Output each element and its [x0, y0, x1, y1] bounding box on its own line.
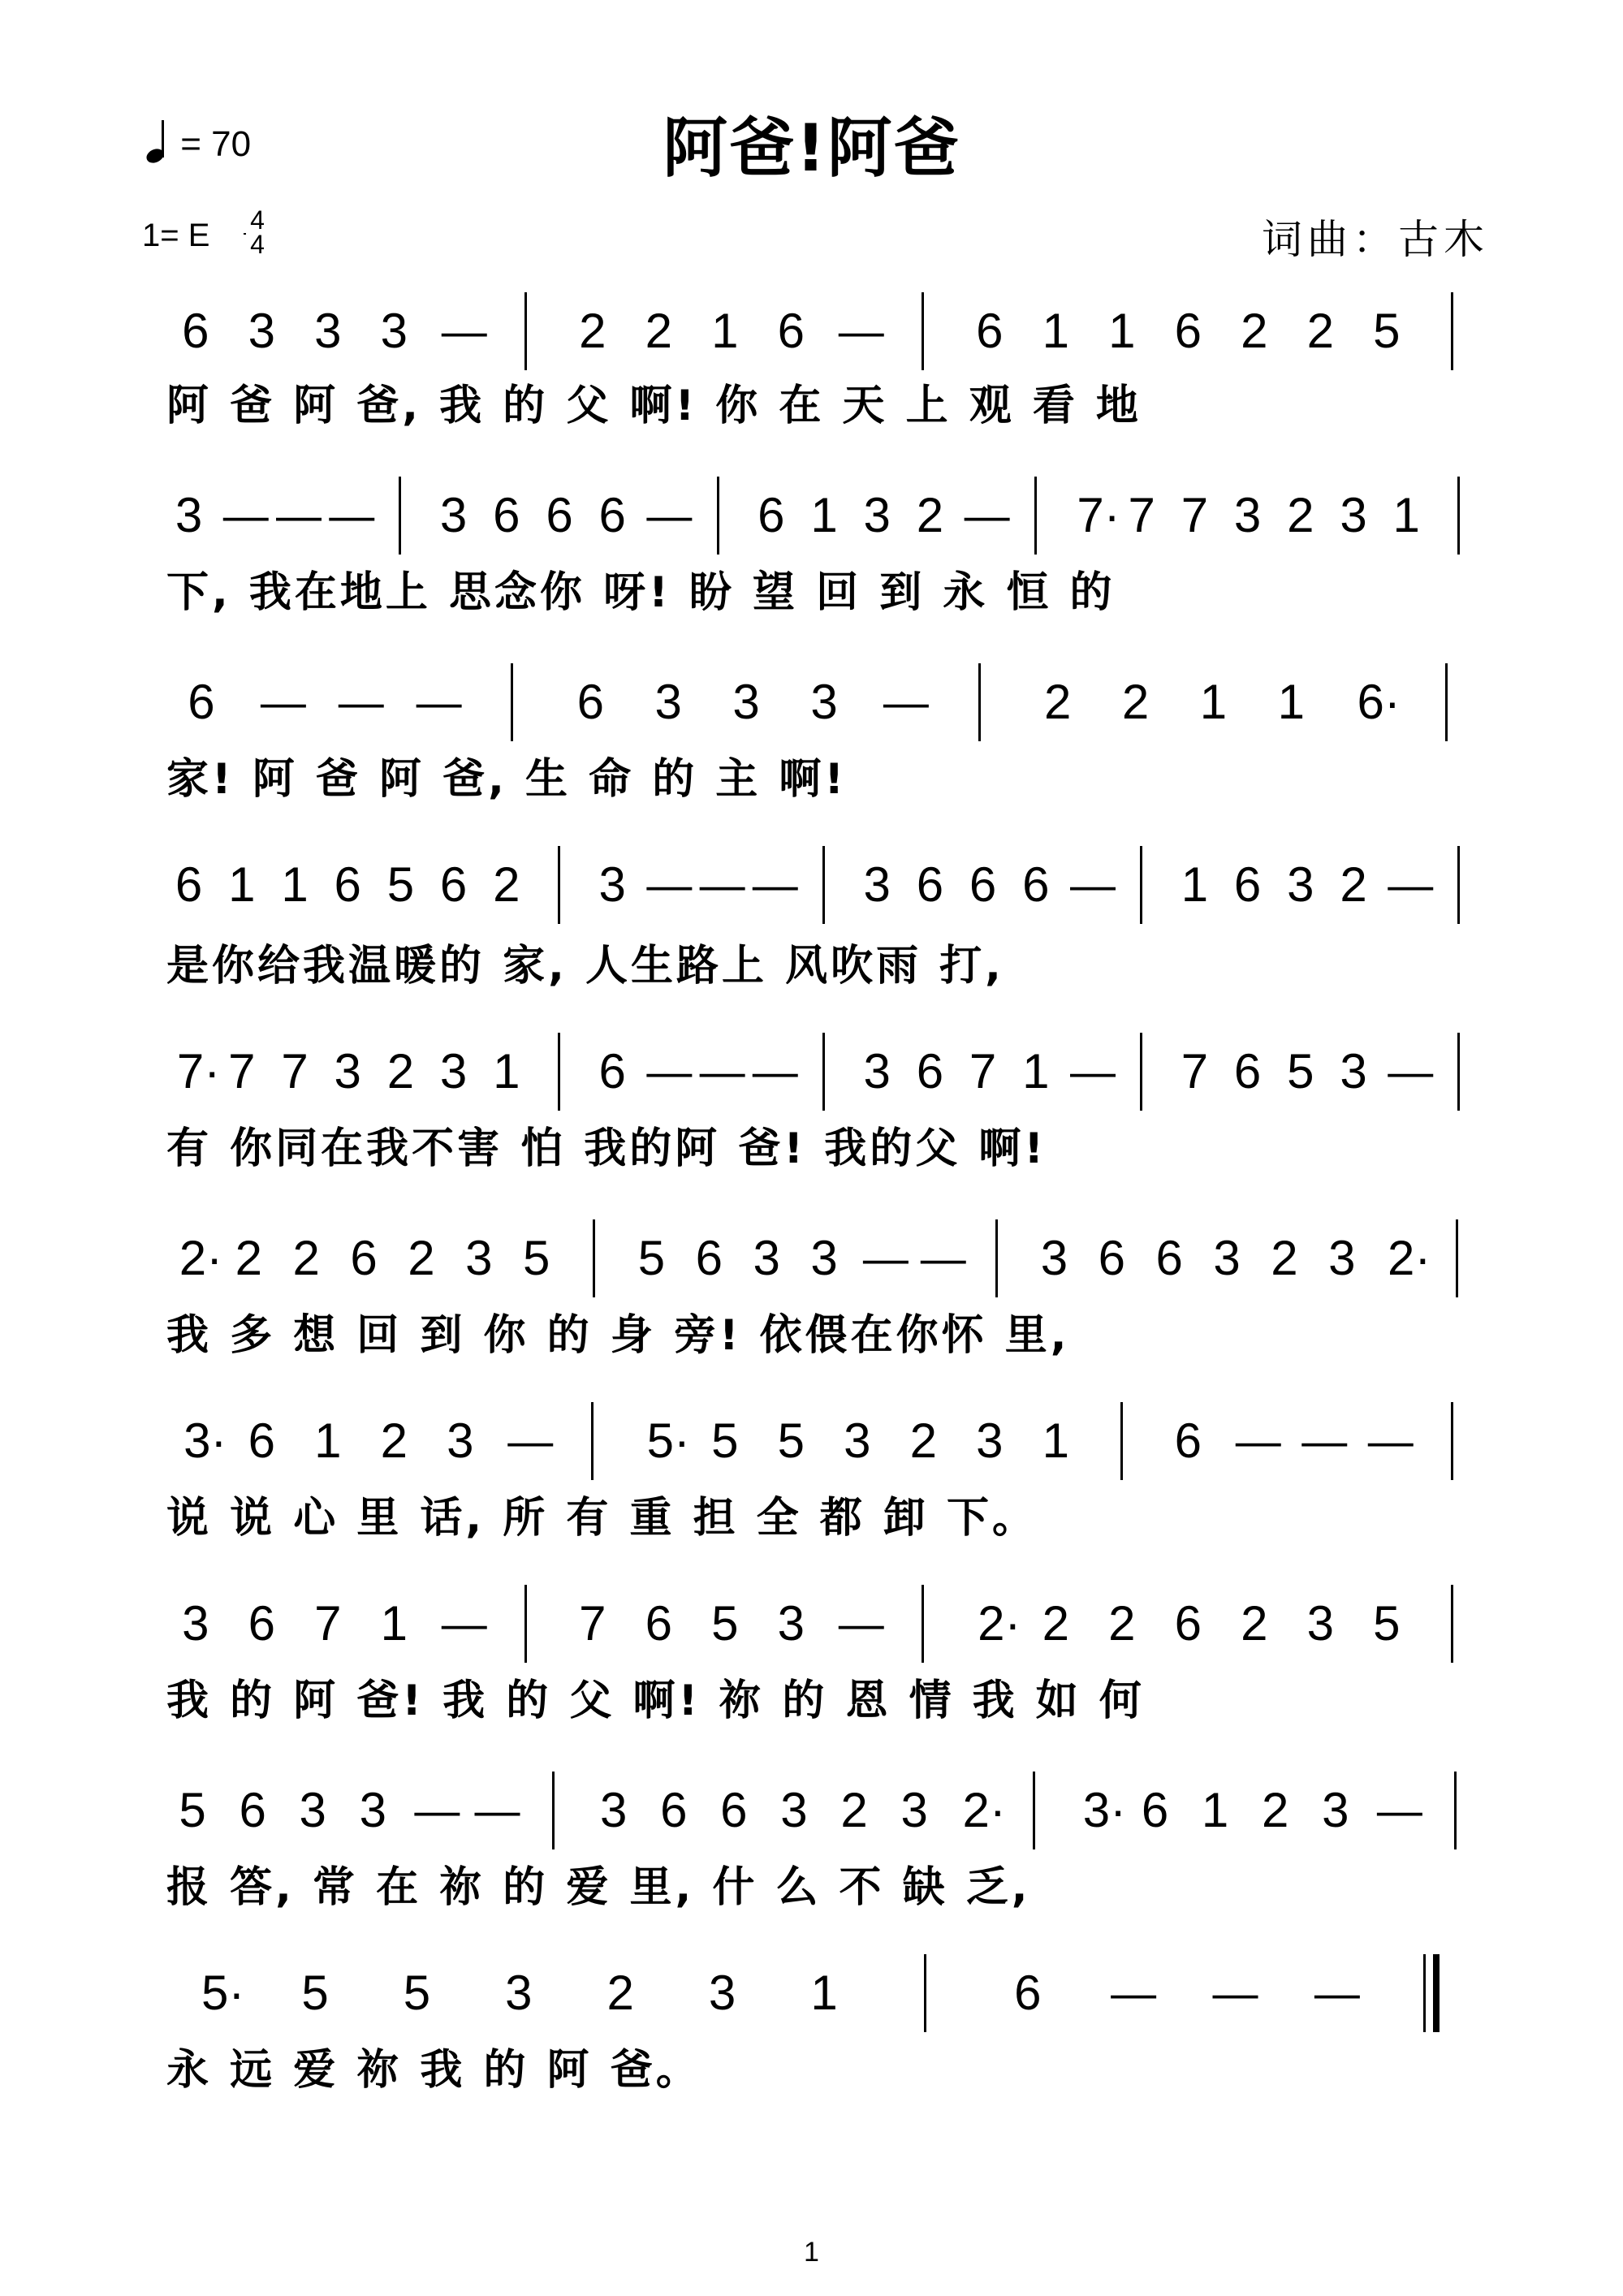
note: 1: [810, 488, 838, 542]
note: 3: [314, 304, 342, 358]
hold-dash: —: [338, 676, 384, 727]
hold-dash: —: [920, 1232, 966, 1284]
note: 6: [493, 488, 520, 542]
hold-dash: —: [646, 1046, 693, 1097]
note: 3: [780, 1783, 808, 1837]
hold-dash: —: [1367, 1415, 1414, 1466]
note: 6: [1233, 1044, 1262, 1098]
note: 1: [810, 1966, 838, 2020]
note: 2·: [179, 1231, 223, 1285]
note: 6: [1141, 1783, 1169, 1837]
note: 2: [235, 1231, 262, 1285]
note: 7: [228, 1044, 256, 1098]
note: 3: [1213, 1231, 1241, 1285]
note: 3: [654, 675, 682, 729]
lyric-line: 下, 我在地上 思念你 呀! 盼 望 回 到 永 恒 的: [166, 568, 1116, 617]
note: 3: [863, 857, 891, 912]
hold-dash: —: [1111, 1967, 1157, 2018]
note: 3: [863, 488, 891, 542]
hold-dash: —: [1070, 859, 1116, 910]
barline: [593, 1219, 595, 1297]
hold-dash: —: [276, 490, 322, 541]
note: 3: [505, 1966, 533, 2020]
hold-dash: —: [1388, 1046, 1434, 1097]
note: 6: [758, 488, 785, 542]
final-barline: [1433, 1954, 1440, 2032]
barline: [1140, 1033, 1142, 1111]
hold-dash: —: [646, 859, 693, 910]
note: 6: [1174, 304, 1202, 358]
note: 3: [708, 1966, 736, 2020]
time-sig-top: 4: [250, 205, 265, 235]
note: 3: [598, 857, 626, 912]
hold-dash: —: [416, 676, 462, 727]
note: 6: [239, 1783, 266, 1837]
note: 3·: [1082, 1783, 1127, 1837]
note: 3: [1233, 488, 1262, 542]
barline: [924, 1954, 926, 2032]
quarter-note-icon: [146, 114, 171, 162]
note: 6: [1014, 1966, 1042, 2020]
note: 6: [439, 857, 468, 912]
note: 1: [1042, 304, 1069, 358]
note: 7·: [1077, 488, 1120, 542]
note: 2: [1261, 1783, 1289, 1837]
note: 3: [465, 1231, 493, 1285]
note: 6: [546, 488, 573, 542]
note: 3: [299, 1783, 326, 1837]
note: 6: [598, 1044, 626, 1098]
note: 6: [1022, 857, 1050, 912]
hold-dash: —: [474, 1785, 520, 1836]
note: 6: [1098, 1231, 1126, 1285]
note: 6: [1174, 1413, 1202, 1468]
lyric-line: 有 你同在我不害 怕 我的阿 爸! 我的父 啊!: [166, 1124, 1047, 1173]
note: 3: [175, 488, 203, 542]
note: 2: [292, 1231, 320, 1285]
note: 2: [493, 857, 520, 912]
note: 5: [711, 1596, 739, 1651]
note: 7: [969, 1044, 997, 1098]
note: 2: [645, 304, 672, 358]
time-signature: [244, 205, 271, 259]
note: 6: [248, 1596, 275, 1651]
note: 2: [1241, 304, 1268, 358]
hold-dash: —: [646, 490, 693, 541]
barline: [922, 1585, 924, 1663]
hold-dash: —: [883, 676, 929, 727]
key-signature: 1= E: [142, 218, 210, 253]
note: 5: [711, 1413, 739, 1468]
tempo-value: = 70: [180, 124, 252, 164]
lyric-line: 是你给我温暖的 家, 人生路上 风吹雨 打,: [166, 942, 1004, 990]
note: 1: [1022, 1044, 1050, 1098]
note: 3: [1340, 488, 1367, 542]
note: 6: [645, 1596, 672, 1651]
barline: [399, 477, 401, 555]
hold-dash: —: [1212, 1967, 1258, 2018]
note: 5: [403, 1966, 431, 2020]
note: 3: [732, 675, 760, 729]
note: 1: [1392, 488, 1420, 542]
barline: [1457, 1033, 1460, 1111]
hold-dash: —: [1235, 1415, 1281, 1466]
time-sig-bottom: 4: [250, 230, 265, 259]
barline: [1034, 477, 1037, 555]
note: 2: [1043, 675, 1072, 729]
note: 3: [359, 1783, 386, 1837]
note: 2: [1042, 1596, 1069, 1651]
note: 3: [599, 1783, 628, 1837]
note: 6: [695, 1231, 723, 1285]
barline: [524, 292, 527, 370]
note: 3: [182, 1596, 209, 1651]
hold-dash: —: [964, 490, 1010, 541]
note: 2: [408, 1231, 435, 1285]
note: 3: [1322, 1783, 1349, 1837]
note: 5: [522, 1231, 550, 1285]
note: 6: [350, 1231, 378, 1285]
note: 3: [1306, 1596, 1334, 1651]
note: 6: [175, 857, 203, 912]
hold-dash: —: [862, 1232, 909, 1284]
note: 3: [248, 304, 275, 358]
page-number: 1: [804, 2237, 819, 2268]
note: 6: [598, 488, 626, 542]
note: 3: [380, 304, 408, 358]
note: 1: [380, 1596, 408, 1651]
note: 7·: [176, 1044, 221, 1098]
note: 2: [1306, 304, 1334, 358]
barline: [558, 846, 560, 924]
note: 3: [810, 1231, 838, 1285]
note: 6: [777, 304, 805, 358]
hold-dash: —: [699, 1046, 745, 1097]
note: 2: [386, 1044, 415, 1098]
barline: [1120, 1402, 1123, 1480]
note: 1: [1181, 857, 1209, 912]
note: 1: [1108, 304, 1136, 358]
barline: [552, 1772, 555, 1849]
note: 6: [248, 1413, 275, 1468]
barline: [822, 846, 825, 924]
lyric-line: 我 多 想 回 到 你 的 身 旁! 依偎在你怀 里,: [166, 1311, 1070, 1360]
note: 6: [660, 1783, 688, 1837]
note: 1: [711, 304, 739, 358]
lyric-line: 报 答, 常 在 祢 的 爱 里, 什 么 不 缺 乏,: [166, 1863, 1031, 1912]
note: 5: [1287, 1044, 1314, 1098]
note: 6: [916, 857, 944, 912]
hold-dash: —: [329, 490, 375, 541]
hold-dash: —: [441, 305, 487, 356]
hold-dash: —: [838, 1598, 884, 1649]
note: 6: [1155, 1231, 1183, 1285]
hold-dash: —: [838, 305, 884, 356]
note: 2: [606, 1966, 634, 2020]
note: 6: [976, 304, 1004, 358]
note: 1: [281, 857, 309, 912]
hold-dash: —: [1070, 1046, 1116, 1097]
note: 6: [916, 1044, 944, 1098]
note: 6: [182, 304, 209, 358]
note: 2: [579, 304, 606, 358]
note: 7: [1181, 488, 1209, 542]
note: 1: [228, 857, 256, 912]
note: 5·: [201, 1966, 245, 2020]
barline: [558, 1033, 560, 1111]
hold-dash: —: [414, 1785, 460, 1836]
hold-dash: —: [1388, 859, 1434, 910]
note: 2: [916, 488, 944, 542]
note: 2: [1287, 488, 1314, 542]
note: 3: [1287, 857, 1314, 912]
note: 6: [969, 857, 997, 912]
note: 2·: [962, 1783, 1006, 1837]
note: 6: [576, 675, 605, 729]
note: 3: [810, 675, 838, 729]
barline: [1451, 292, 1453, 370]
barline: [922, 292, 924, 370]
note: 7: [314, 1596, 342, 1651]
barline: [717, 477, 719, 555]
hold-dash: —: [699, 859, 745, 910]
note: 7: [579, 1596, 606, 1651]
note: 1: [1277, 675, 1305, 729]
final-barline-thin: [1423, 1954, 1426, 2032]
note: 6: [720, 1783, 748, 1837]
note: 3: [334, 1044, 361, 1098]
song-title: 阿爸!阿爸: [663, 110, 960, 186]
note: 6·: [1357, 675, 1401, 729]
note: 5: [1373, 1596, 1401, 1651]
note: 3: [777, 1596, 805, 1651]
hold-dash: —: [507, 1415, 554, 1466]
note: 6: [1174, 1596, 1202, 1651]
note: 5·: [646, 1413, 690, 1468]
note: 1: [1042, 1413, 1069, 1468]
hold-dash: —: [260, 676, 306, 727]
barline: [1457, 477, 1460, 555]
hold-dash: —: [1314, 1967, 1360, 2018]
hold-dash: —: [1301, 1415, 1348, 1466]
note: 6: [188, 675, 215, 729]
note: 5: [777, 1413, 805, 1468]
lyric-line: 家! 阿 爸 阿 爸, 生 命 的 主 啊!: [166, 755, 848, 804]
barline: [822, 1033, 825, 1111]
note: 3: [1340, 1044, 1367, 1098]
note: 7: [1181, 1044, 1209, 1098]
note: 2·: [978, 1596, 1021, 1651]
note: 5: [1373, 304, 1401, 358]
barline: [1033, 1772, 1035, 1849]
barline: [511, 663, 513, 741]
barline: [524, 1585, 527, 1663]
note: 5: [179, 1783, 206, 1837]
lyric-line: 说 说 心 里 话, 所 有 重 担 全 都 卸 下。: [166, 1494, 1038, 1543]
barline: [1445, 663, 1448, 741]
note: 2: [1241, 1596, 1268, 1651]
note: 3: [439, 1044, 468, 1098]
note: 3: [863, 1044, 891, 1098]
note: 6: [334, 857, 361, 912]
note: 3: [976, 1413, 1004, 1468]
note: 3: [844, 1413, 871, 1468]
barline: [978, 663, 981, 741]
note: 2: [909, 1413, 937, 1468]
note: 6: [1233, 857, 1262, 912]
note: 3: [447, 1413, 474, 1468]
lyric-line: 永 远 爱 祢 我 的 阿 爸。: [166, 2046, 701, 2095]
note: 2: [1340, 857, 1367, 912]
barline: [591, 1402, 594, 1480]
lyric-line: 我 的 阿 爸! 我 的 父 啊! 祢 的 恩 情 我 如 何: [166, 1677, 1145, 1725]
note: 3: [753, 1231, 780, 1285]
note: 2: [1108, 1596, 1136, 1651]
tempo-marking: [146, 114, 251, 165]
barline: [1451, 1585, 1453, 1663]
note: 3: [1040, 1231, 1068, 1285]
note: 2·: [1388, 1231, 1431, 1285]
note: 2: [840, 1783, 868, 1837]
note: 2: [1271, 1231, 1298, 1285]
note: 7: [281, 1044, 309, 1098]
note: 2: [1121, 675, 1150, 729]
barline: [1454, 1772, 1457, 1849]
hold-dash: —: [752, 1046, 798, 1097]
note: 3·: [183, 1413, 227, 1468]
note: 1: [1201, 1783, 1229, 1837]
note: 1: [1199, 675, 1228, 729]
lyric-line: 阿 爸 阿 爸, 我 的 父 啊! 你 在 天 上 观 看 地: [166, 382, 1142, 430]
note: 2: [380, 1413, 408, 1468]
barline: [1140, 846, 1142, 924]
barline: [995, 1219, 998, 1297]
lyricist-composer-credit: 词曲：古木: [1262, 216, 1489, 263]
note: 7: [1128, 488, 1155, 542]
note: 5: [301, 1966, 329, 2020]
note: 3: [1328, 1231, 1356, 1285]
note: 1: [314, 1413, 342, 1468]
hold-dash: —: [752, 859, 798, 910]
note: 3: [900, 1783, 928, 1837]
note: 1: [493, 1044, 520, 1098]
barline: [1457, 846, 1460, 924]
barline: [1451, 1402, 1453, 1480]
hold-dash: —: [441, 1598, 487, 1649]
note: 5: [386, 857, 415, 912]
hold-dash: —: [1376, 1785, 1422, 1836]
barline: [1456, 1219, 1458, 1297]
hold-dash: —: [222, 490, 269, 541]
note: 5: [637, 1231, 666, 1285]
note: 3: [439, 488, 468, 542]
